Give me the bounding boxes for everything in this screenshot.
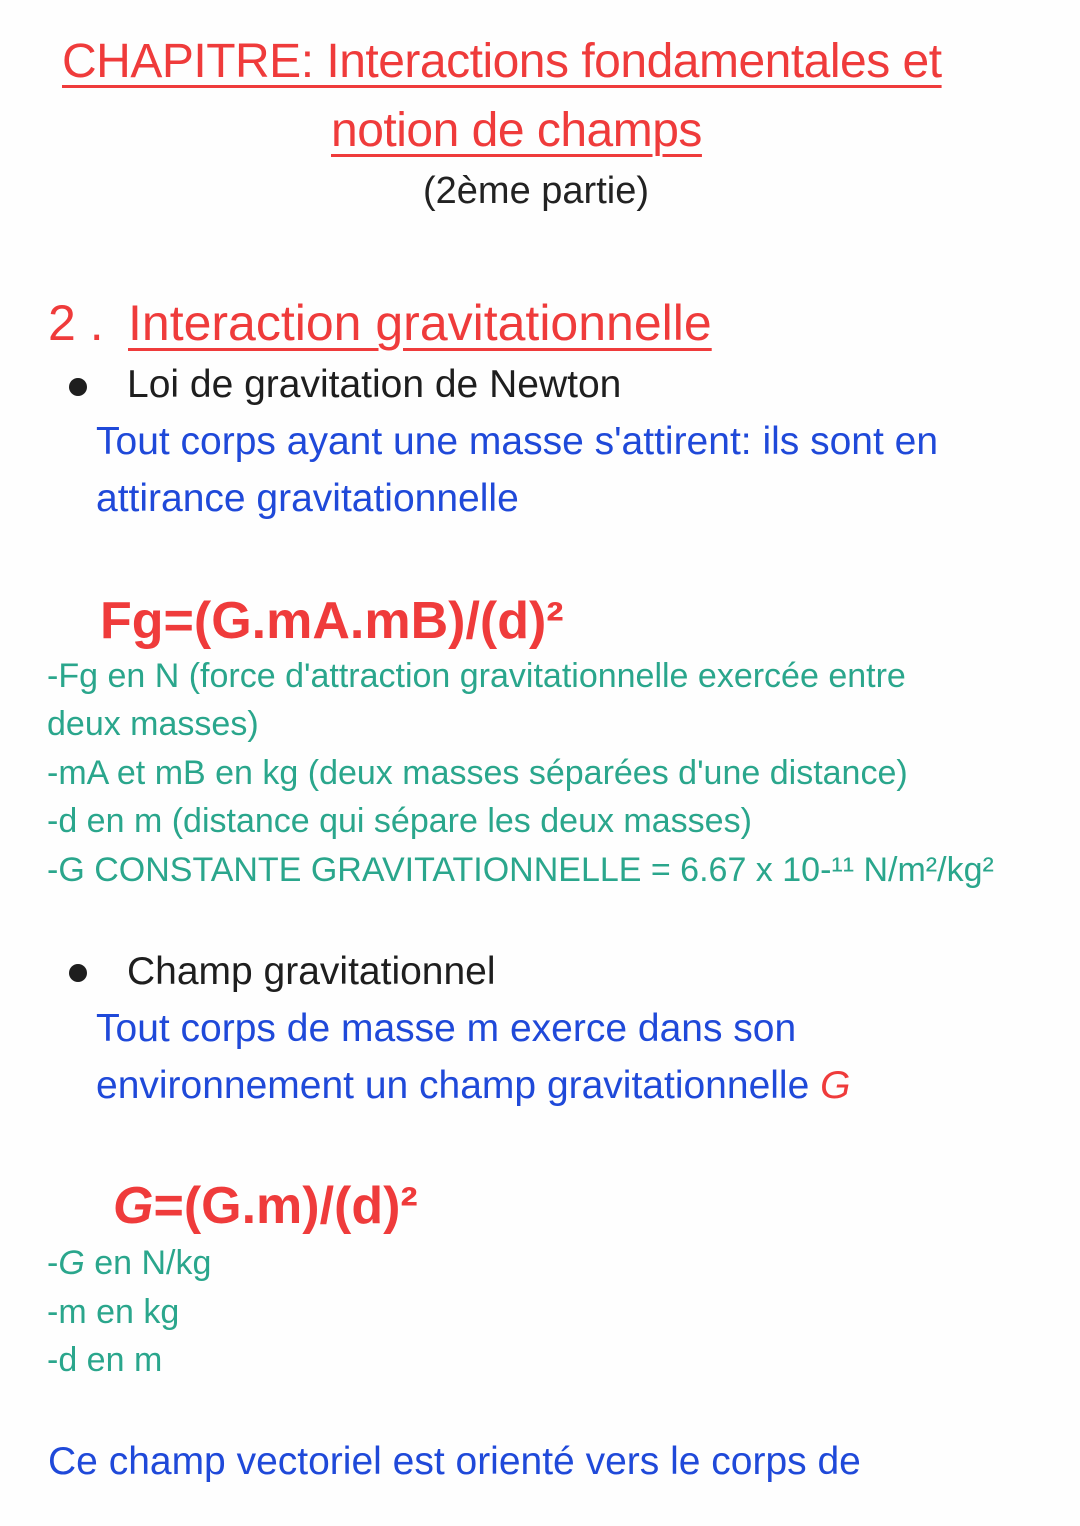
definition-g-field: -G en N/kg xyxy=(47,1244,212,1282)
bullet-icon xyxy=(69,378,87,396)
bullet-icon xyxy=(69,964,87,982)
definition-m: -m en kg xyxy=(47,1293,180,1331)
chapter-title-line1: CHAPITRE: Interactions fondamentales et xyxy=(62,35,942,88)
definition-distance: -d en m (distance qui sépare les deux masses) xyxy=(47,802,752,840)
champ-formula xyxy=(113,1176,418,1236)
chapter-subtitle: (2ème partie) xyxy=(423,170,649,212)
bullet-newton-label: Loi de gravitation de Newton xyxy=(127,363,622,406)
champ-text-line1: Tout corps de masse m exerce dans son xyxy=(96,1007,797,1050)
definition-d: -d en m xyxy=(47,1341,163,1379)
section-title: Interaction gravitationnelle xyxy=(128,295,712,351)
champ-formula-symbol: G xyxy=(113,1177,154,1235)
definition-g-symbol: G xyxy=(58,1244,85,1282)
footer-text: Ce champ vectoriel est orienté vers le corps de xyxy=(48,1440,861,1483)
chapter-title-line2: notion de champs xyxy=(331,104,702,157)
champ-text-line2 xyxy=(96,1064,850,1108)
newton-formula: Fg=(G.mA.mB)/(d)² xyxy=(100,592,564,650)
champ-symbol: G xyxy=(820,1064,851,1107)
definition-fg: -Fg en N (force d'attraction gravitationnelle exercée entre xyxy=(47,657,906,695)
newton-text-line1: Tout corps ayant une masse s'attirent: ils sont en xyxy=(96,420,939,463)
champ-formula-rest: =(G.m)/(d)² xyxy=(153,1177,418,1235)
definition-masses: -mA et mB en kg (deux masses séparées d'une distance) xyxy=(47,754,908,792)
section-number: 2 . xyxy=(48,295,104,351)
champ-text-line2-main: environnement un champ gravitationnelle xyxy=(96,1064,821,1107)
newton-text-line2: attirance gravitationnelle xyxy=(96,477,519,520)
definition-constant: -G CONSTANTE GRAVITATIONNELLE = 6.67 x 10-¹¹ N/m²/kg² xyxy=(47,851,994,889)
bullet-champ-label: Champ gravitationnel xyxy=(127,950,496,993)
definition-fg-cont: deux masses) xyxy=(47,705,259,743)
